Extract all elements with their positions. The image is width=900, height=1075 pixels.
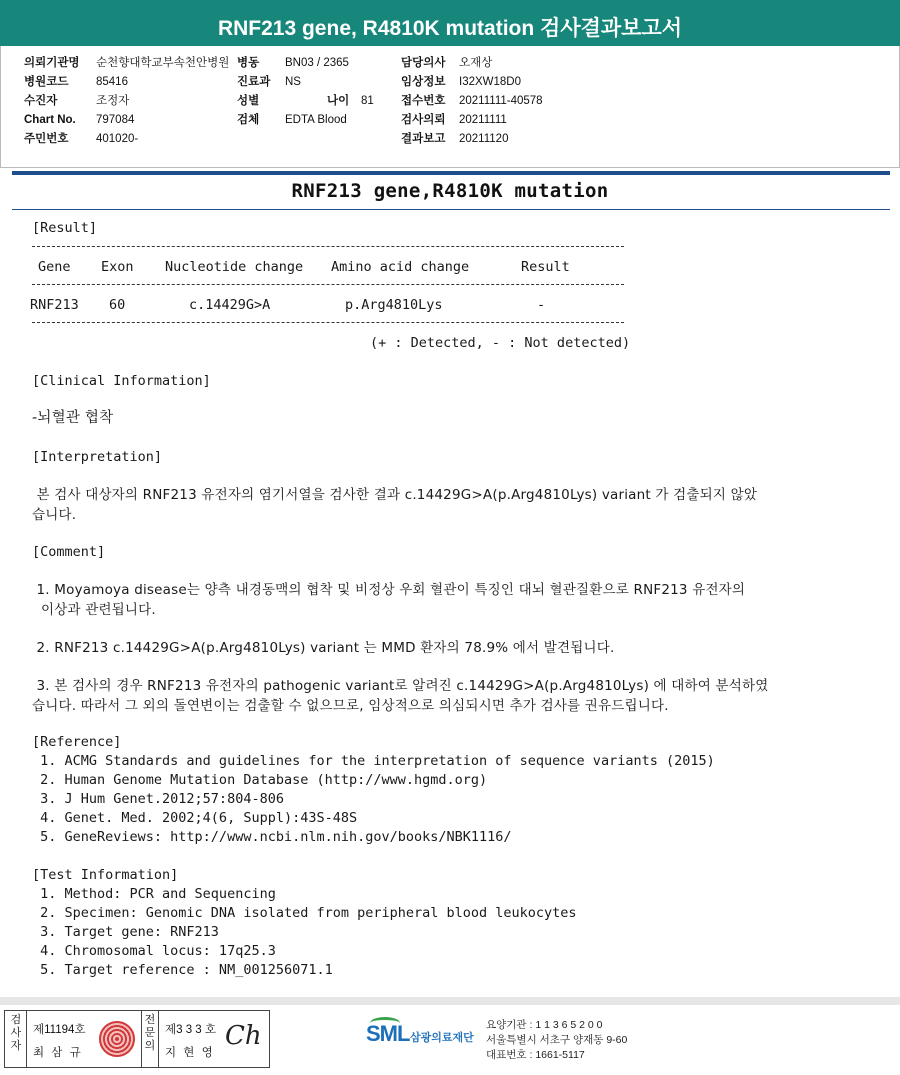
info-row-department: 진료과 NS [237, 76, 301, 88]
clinical-heading: [Clinical Information] [32, 373, 211, 389]
section-divider-thin [12, 209, 890, 210]
examiner-name: 최 삼 규 [33, 1047, 83, 1059]
report-title-bar [0, 0, 900, 46]
examiner-label: 검사자 [10, 1014, 22, 1052]
comment-3-line-1: 3. 본 검사의 경우 RNF213 유전자의 pathogenic variant로 알려진 c.14429G>A(p.Arg4810Lys) 에 대하여 분석하였 [32, 678, 769, 694]
interpretation-line-1: 본 검사 대상자의 RNF213 유전자의 염기서열을 검사한 결과 c.14429G>A(p.Arg4810Lys) variant 가 검출되지 않았 [32, 487, 758, 503]
reference-item: 1. ACMG Standards and guidelines for the interpretation of sequence variants (2015) [32, 753, 715, 769]
specialist-label: 전문의 [144, 1014, 156, 1052]
clinical-text: -뇌혈관 협착 [32, 410, 114, 426]
result-legend: (+ : Detected, - : Not detected) [370, 335, 631, 351]
institution-code: 요양기관 : 1 1 3 6 5 2 0 0 [486, 1019, 603, 1031]
cell-amino: p.Arg4810Lys [345, 297, 443, 313]
table-rule [32, 284, 624, 285]
reference-item: 3. J Hum Genet.2012;57:804-806 [32, 791, 284, 807]
test-info-item: 3. Target gene: RNF213 [32, 924, 219, 940]
info-row-report-date: 결과보고 20211120 [401, 133, 509, 145]
header-info-column-3 [401, 54, 651, 149]
section-divider-thick [12, 171, 890, 175]
examiner-license-no: 제11194호 [33, 1024, 86, 1036]
table-rule [32, 246, 624, 247]
test-title: RNF213 gene,R4810K mutation [291, 180, 609, 202]
col-header-amino: Amino acid change [331, 259, 470, 275]
info-row-patient: 수진자 조정자 [24, 95, 130, 107]
comment-2: 2. RNF213 c.14429G>A(p.Arg4810Lys) variant 는 MMD 환자의 78.9% 에서 발견됩니다. [32, 640, 615, 656]
reference-item: 2. Human Genome Mutation Database (http://www.hgmd.org) [32, 772, 488, 788]
info-row-receipt-no: 접수번호 20211111-40578 [401, 95, 543, 107]
sml-logo-text: SML [366, 1021, 410, 1046]
reference-item: 4. Genet. Med. 2002;4(6, Suppl):43S-48S [32, 810, 358, 826]
header-info-column-2 [237, 54, 397, 130]
info-row-ward: 병동 BN03 / 2365 [237, 57, 349, 69]
result-heading: [Result] [32, 220, 98, 236]
cell-gene: RNF213 [30, 297, 79, 313]
report-main-title: RNF213 gene, R4810K mutation 검사결과보고서 [217, 17, 683, 40]
info-row-chart-no: Chart No. 797084 [24, 114, 135, 126]
col-header-exon: Exon [101, 259, 134, 275]
info-row-physician: 담당의사 오재상 [401, 57, 493, 69]
info-row-resident-no: 주민번호 401020- [24, 133, 139, 145]
test-info-item: 5. Target reference : NM_001256071.1 [32, 962, 333, 978]
seal-stamp-icon [99, 1021, 135, 1057]
comment-1-line-2: 이상과 관련됩니다. [32, 602, 156, 618]
reference-item: 5. GeneReviews: http://www.ncbi.nlm.nih.gov/books/NBK1116/ [32, 829, 512, 845]
comment-1-line-1: 1. Moyamoya disease는 양측 내경동맥의 협착 및 비정상 우회 혈관이 특징인 대뇌 혈관질환으로 RNF213 유전자의 [32, 582, 746, 598]
age-label: 나이 [327, 95, 350, 107]
institution-info [486, 1018, 627, 1063]
info-row-sex-age: 성별 나이 81 [237, 92, 397, 111]
table-rule [32, 322, 624, 323]
handwritten-signature: Ch [225, 1021, 262, 1051]
info-row-request-date: 검사의뢰 20211111 [401, 114, 507, 126]
header-info-column-1 [24, 54, 230, 149]
reference-heading: [Reference] [32, 734, 122, 750]
interpretation-heading: [Interpretation] [32, 449, 163, 465]
info-row-specimen: 검체 EDTA Blood [237, 114, 347, 126]
age-value: 81 [361, 95, 374, 107]
info-row-institution: 의뢰기관명 순천향대학교부속천안병원 [24, 57, 230, 69]
info-row-hospital-code: 병원코드 85416 [24, 76, 128, 88]
specialist-license-no: 제3 3 3 호 [165, 1024, 216, 1036]
institution-address: 서울특별시 서초구 양재동 9-60 [486, 1034, 628, 1046]
test-info-item: 2. Specimen: Genomic DNA isolated from peripheral blood leukocytes [32, 905, 577, 921]
cell-nucleotide: c.14429G>A [189, 297, 271, 313]
col-header-result: Result [521, 259, 570, 275]
col-header-gene: Gene [38, 259, 71, 275]
cell-result: - [537, 297, 546, 313]
cell-exon: 60 [109, 297, 126, 313]
test-info-item: 4. Chromosomal locus: 17q25.3 [32, 943, 276, 959]
organization-name: 삼광의료재단 [410, 1032, 474, 1044]
col-header-nucleotide: Nucleotide change [165, 259, 304, 275]
specialist-name: 지 현 영 [165, 1047, 215, 1059]
footer-divider [0, 997, 900, 1005]
test-info-item: 1. Method: PCR and Sequencing [32, 886, 276, 902]
signature-box [4, 1010, 270, 1068]
comment-heading: [Comment] [32, 544, 106, 560]
info-row-clinical-info: 임상정보 I32XW18D0 [401, 76, 522, 88]
test-info-heading: [Test Information] [32, 867, 179, 883]
institution-phone: 대표번호 : 1661-5117 [486, 1049, 585, 1061]
comment-3-line-2: 습니다. 따라서 그 외의 돌연변이는 검출할 수 없으므로, 임상적으로 의심되시면 추가 검사를 권유드립니다. [32, 698, 669, 714]
interpretation-line-2: 습니다. [32, 507, 77, 523]
